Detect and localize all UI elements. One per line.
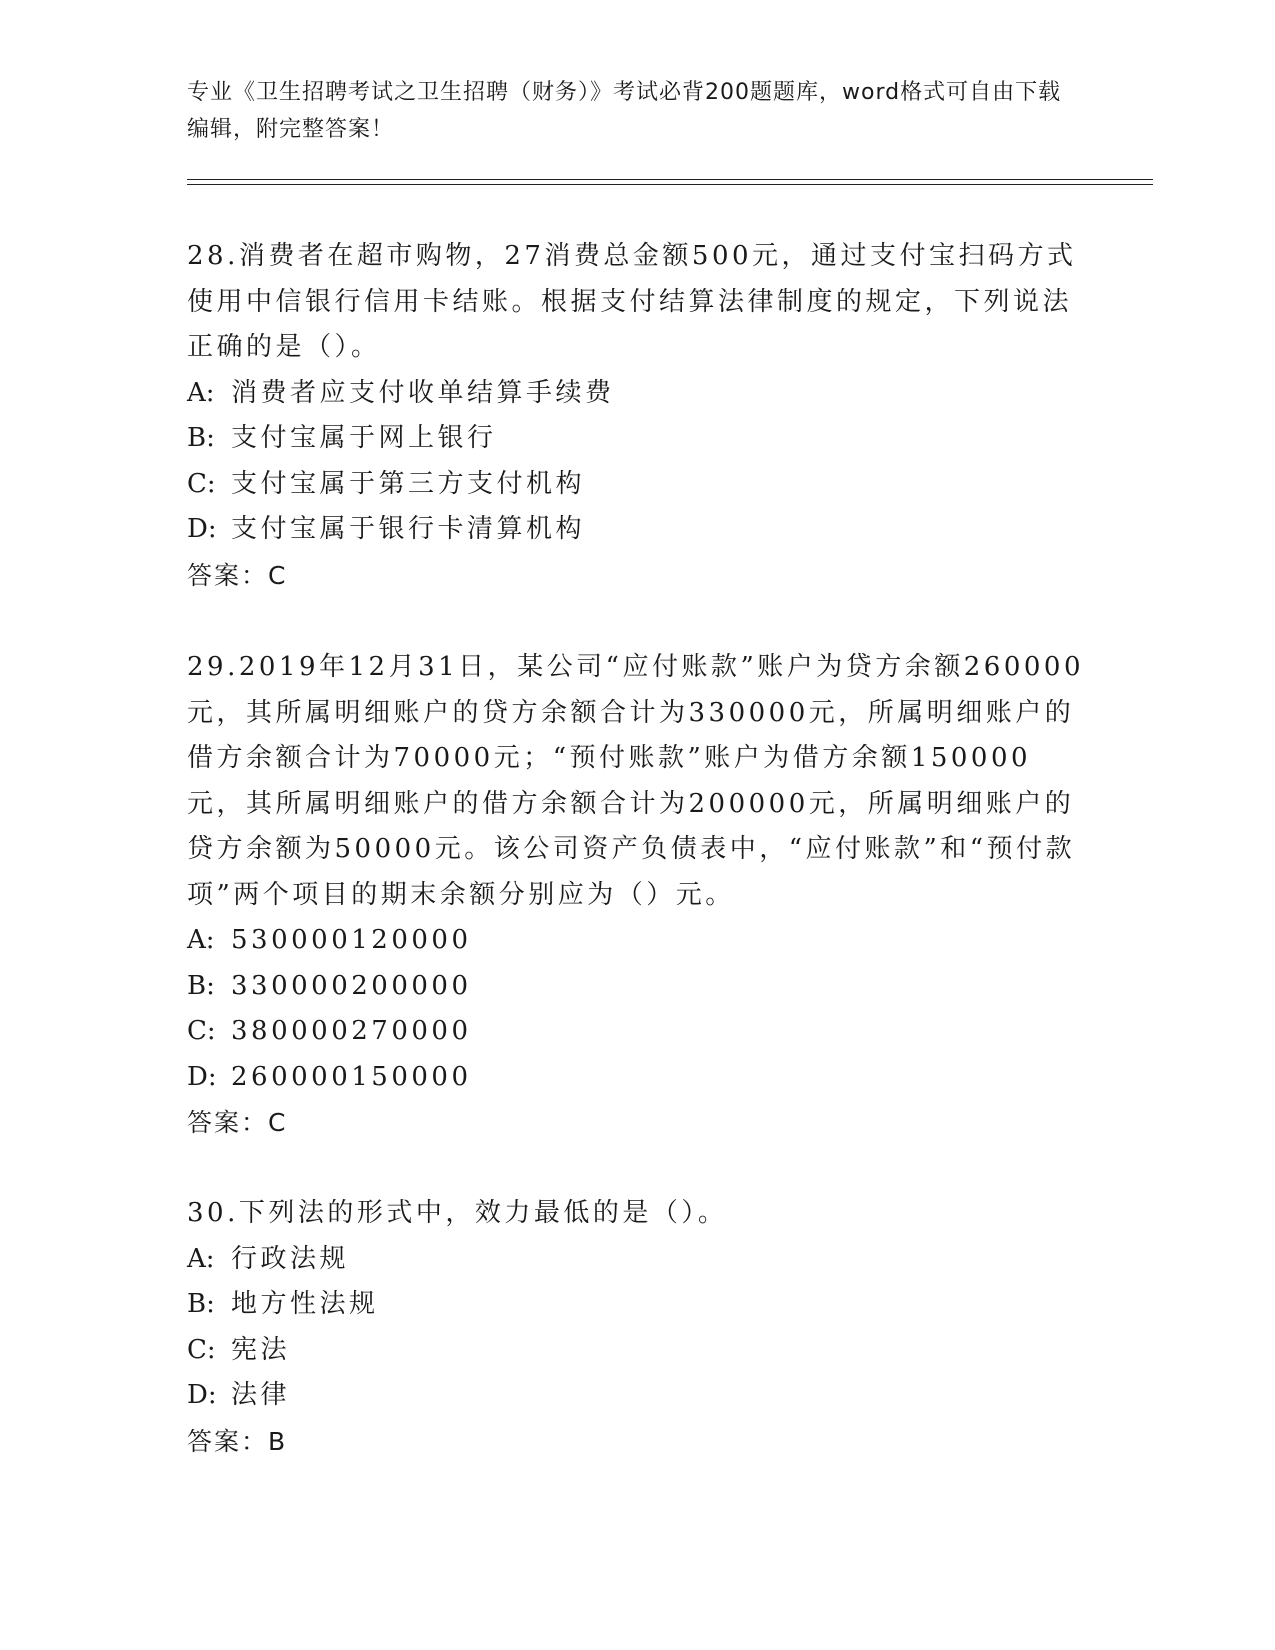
question-stem: 29.2019年12月31日，某公司“应付账款”账户为贷方余额260000元，其所属明细账户的贷方余额合计为330000元，所属明细账户的借方余额合计为70000元；“预付账款”账户为借方余额150000元，其所属明细账户的借方余额合计为200000元，所属明细账户的贷方余额为50000元。该公司资产负债表中，“应付账款”和“预付款项”两个项目的期末余额分别应为（）元。 [187, 652, 1085, 910]
option-letter: C: [187, 468, 216, 499]
option-text: 380000270000 [231, 1016, 472, 1046]
header-rule-top [187, 179, 1153, 180]
document-header: 专业《卫生招聘考试之卫生招聘（财务）》考试必背200题题库，word格式可自由下载编辑，附完整答案！ [187, 80, 1062, 142]
option-c [187, 1009, 1087, 1055]
option-letter: C: [187, 1016, 216, 1046]
question-stem: 28.消费者在超市购物，27消费总金额500元，通过支付宝扫码方式使用中信银行信用卡结账。根据支付结算法律制度的规定，下列说法正确的是（）。 [187, 241, 1077, 362]
option-letter: D: [187, 1061, 217, 1092]
option-text: 法律 [231, 1380, 291, 1410]
option-a [187, 1237, 1087, 1283]
option-a [187, 918, 1087, 964]
option-c [187, 1328, 1087, 1374]
question-stem: 30.下列法的形式中，效力最低的是（）。 [187, 1198, 728, 1228]
option-letter: B: [187, 970, 215, 1001]
option-text: 行政法规 [231, 1243, 350, 1274]
option-letter: B: [187, 423, 215, 453]
option-letter: A: [187, 1243, 215, 1274]
option-letter: A: [187, 377, 215, 408]
option-c [187, 462, 1087, 508]
option-d [187, 1055, 1087, 1101]
option-b [187, 964, 1087, 1010]
option-b [187, 416, 1087, 462]
answer-line: 答案：C [187, 1108, 288, 1137]
answer-line: 答案：B [187, 1426, 288, 1456]
option-text: 330000200000 [231, 970, 472, 1001]
option-d [187, 1373, 1087, 1419]
option-text: 消费者应支付收单结算手续费 [231, 377, 615, 408]
option-letter: A: [187, 925, 215, 955]
option-letter: B: [187, 1289, 215, 1319]
option-letter: D: [187, 514, 217, 544]
header-rule-bottom [187, 184, 1153, 185]
option-d [187, 507, 1087, 553]
question-30 [187, 1191, 1087, 1464]
option-b [187, 1282, 1087, 1328]
option-letter: D: [187, 1380, 217, 1410]
option-text: 支付宝属于第三方支付机构 [231, 468, 586, 499]
option-text: 530000120000 [231, 925, 472, 955]
option-text: 支付宝属于网上银行 [231, 423, 497, 453]
option-a [187, 371, 1087, 417]
option-text: 支付宝属于银行卡清算机构 [231, 514, 586, 544]
option-text: 260000150000 [231, 1061, 472, 1092]
answer-line: 答案：C [187, 560, 288, 590]
question-29 [187, 645, 1087, 1146]
option-text: 地方性法规 [231, 1289, 379, 1319]
question-28 [187, 234, 1087, 598]
option-text: 宪法 [231, 1334, 291, 1365]
option-letter: C: [187, 1334, 216, 1365]
